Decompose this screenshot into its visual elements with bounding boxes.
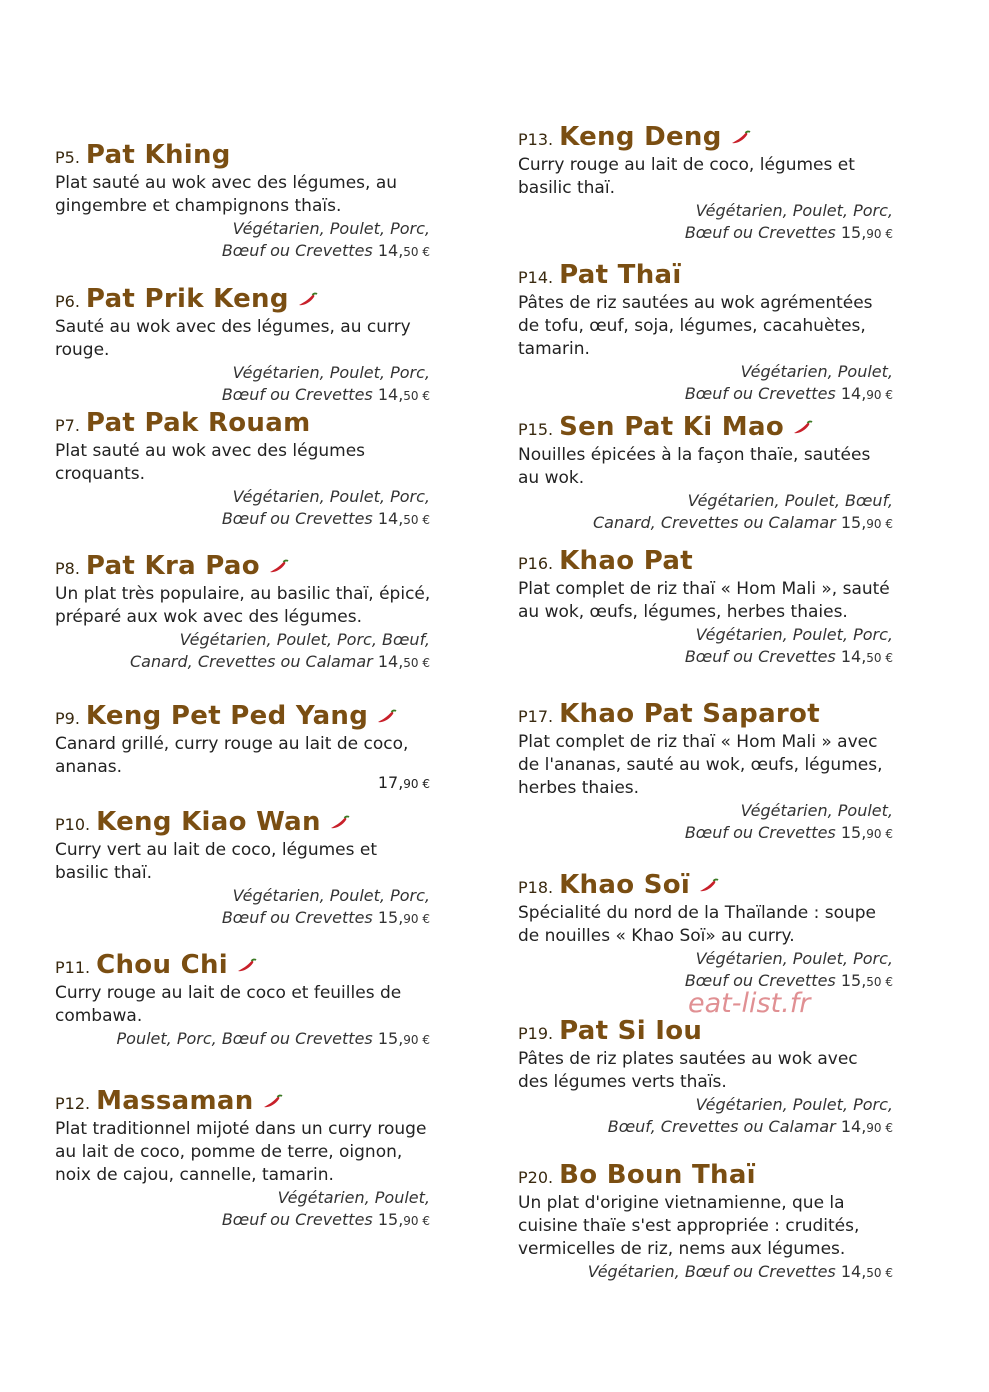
menu-item-price: 17,90 € [377,773,430,792]
menu-item-name: Pat Pak Rouam [85,408,311,438]
menu-item [518,870,948,993]
menu-item-code: P13. [518,130,554,149]
chili-pepper-icon [236,957,258,973]
menu-item-code: P19. [518,1024,554,1043]
menu-item [55,140,485,263]
menu-item-code: P15. [518,420,554,439]
menu-item-code: P17. [518,707,554,726]
menu-item-description: Spécialité du nord de la Thaïlande : soupe de nouilles « Khao Soï» au curry. [518,903,877,946]
menu-item-header [55,1086,485,1116]
menu-item-header [518,546,948,576]
menu-item-description: Sauté au wok avec des légumes, au curry rouge. [55,317,411,360]
chili-pepper-icon [262,1093,284,1109]
menu-item-code: P8. [55,559,80,578]
menu-item-code: P6. [55,292,80,311]
menu-item-name: Bo Boun Thaï [559,1160,756,1190]
menu-item-options-price: Végétarien, Bœuf ou Crevettes 14,50 € [587,1262,893,1281]
menu-item [518,1016,948,1139]
menu-item-description: Plat complet de riz thaï « Hom Mali » avec de l'ananas, sauté au wok, œufs, légumes, herbes thaies. [518,732,883,798]
menu-item-header [518,260,948,290]
menu-item-name: Chou Chi [96,950,229,980]
menu-item-header [55,551,485,581]
menu-item-options-price: Végétarien, Poulet, Porc, Bœuf ou Crevettes 15,90 € [684,201,893,242]
menu-item-description: Pâtes de riz plates sautées au wok avec des légumes verts thaïs. [518,1049,858,1092]
menu-item [518,699,948,845]
menu-item-options-price: Poulet, Porc, Bœuf ou Crevettes 15,90 € [116,1029,430,1048]
menu-item-header [518,412,948,442]
menu-item-code: P5. [55,148,80,167]
menu-item [55,284,485,407]
menu-item-header [55,701,485,731]
menu-item [55,950,485,1051]
menu-item-name: Pat Khing [85,140,231,170]
menu-item-description: Curry vert au lait de coco, légumes et basilic thaï. [55,840,378,883]
menu-item-description: Curry rouge au lait de coco et feuilles de combawa. [55,983,402,1026]
menu-item-description: Un plat d'origine vietnamienne, que la cuisine thaïe s'est appropriée : crudités, vermicelles de riz, nems aux légumes. [518,1193,860,1259]
menu-item-description: Plat sauté au wok avec des légumes, au gingembre et champignons thaïs. [55,173,398,216]
menu-item-description: Plat complet de riz thaï « Hom Mali », sauté au wok, œufs, légumes, herbes thaies. [518,579,890,622]
menu-item-description: Pâtes de riz sautées au wok agrémentées de tofu, œuf, soja, légumes, cacahuètes, tamarin. [518,293,873,359]
menu-item [518,1160,948,1284]
menu-item-description: Curry rouge au lait de coco, légumes et basilic thaï. [518,155,855,198]
menu-item-code: P9. [55,709,80,728]
menu-item-name: Khao Pat [559,546,693,576]
menu-item-code: P18. [518,878,554,897]
menu-item [55,701,485,792]
menu-item-options-price: Végétarien, Poulet, Porc, Bœuf ou Crevettes 15,90 € [221,886,430,927]
menu-item-code: P10. [55,815,91,834]
menu-item-options-price: Végétarien, Poulet, Porc, Bœuf, Canard, Crevettes ou Calamar 14,50 € [129,630,430,671]
chili-pepper-icon [268,558,290,574]
menu-item-header [518,870,948,900]
menu-item-name: Khao Soï [559,870,691,900]
menu-item-header [55,408,485,438]
menu-item-options-price: Végétarien, Poulet, Bœuf, Canard, Crevettes ou Calamar 15,90 € [592,491,893,532]
menu-item-options-price: Végétarien, Poulet, Porc, Bœuf ou Crevettes 14,50 € [221,363,430,404]
menu-item-header [518,699,948,729]
menu-item-name: Keng Deng [559,122,722,152]
menu-item-code: P14. [518,268,554,287]
menu-item-header [55,950,485,980]
chili-pepper-icon [329,814,351,830]
chili-pepper-icon [376,708,398,724]
menu-item-name: Massaman [96,1086,254,1116]
menu-item [55,807,485,930]
menu-item-header [518,122,948,152]
menu-item-options-price: Végétarien, Poulet, Porc, Bœuf ou Crevettes 15,50 € [684,949,893,990]
menu-item-description: Plat traditionnel mijoté dans un curry rouge au lait de coco, pomme de terre, oignon, noix de cajou, cannelle, tamarin. [55,1119,427,1185]
menu-item-options-price: Végétarien, Poulet, Porc, Bœuf ou Crevettes 14,50 € [684,625,893,666]
menu-item-code: P20. [518,1168,554,1187]
menu-item [518,122,948,245]
menu-item-name: Khao Pat Saparot [559,699,820,729]
menu-item-name: Pat Si Iou [559,1016,703,1046]
menu-item-header [55,807,485,837]
menu-item-options-price: Végétarien, Poulet, Bœuf ou Crevettes 15,90 € [221,1188,430,1229]
menu-item [518,546,948,669]
chili-pepper-icon [297,291,319,307]
menu-item [55,408,485,531]
menu-item-options-price: Végétarien, Poulet, Porc, Bœuf ou Crevettes 14,50 € [221,487,430,528]
chili-pepper-icon [730,129,752,145]
menu-item-code: P16. [518,554,554,573]
menu-item-name: Pat Thaï [559,260,682,290]
menu-item-options-price: Végétarien, Poulet, Porc, Bœuf ou Crevettes 14,50 € [221,219,430,260]
menu-item-code: P11. [55,958,91,977]
menu-item-options-price: Végétarien, Poulet, Porc, Bœuf, Crevettes ou Calamar 14,90 € [607,1095,893,1136]
menu-item-description: Un plat très populaire, au basilic thaï, épicé, préparé aux wok avec des légumes. [55,584,431,627]
menu-item-description: Nouilles épicées à la façon thaïe, sautées au wok. [518,445,871,488]
menu-item-description: Plat sauté au wok avec des légumes croquants. [55,441,366,484]
menu-item-options-price: Végétarien, Poulet, Bœuf ou Crevettes 15,90 € [684,801,893,842]
menu-item [55,1086,485,1232]
menu-item-name: Keng Kiao Wan [96,807,321,837]
menu-item-header [518,1016,948,1046]
menu-item-name: Keng Pet Ped Yang [85,701,369,731]
menu-item-code: P7. [55,416,80,435]
menu-item [518,260,948,406]
menu-item [518,412,948,535]
menu-item-header [55,284,485,314]
chili-pepper-icon [698,877,720,893]
menu-item-header [518,1160,948,1190]
menu-item-name: Sen Pat Ki Mao [559,412,784,442]
menu-item-name: Pat Prik Keng [85,284,289,314]
watermark: eat-list.fr [688,988,811,1019]
menu-item-code: P12. [55,1094,91,1113]
menu-item [55,551,485,674]
menu-item-description: Canard grillé, curry rouge au lait de coco, ananas. [55,734,409,777]
menu-item-name: Pat Kra Pao [85,551,260,581]
menu-item-header [55,140,485,170]
chili-pepper-icon [792,419,814,435]
menu-item-options-price: Végétarien, Poulet, Bœuf ou Crevettes 14,90 € [684,362,893,403]
